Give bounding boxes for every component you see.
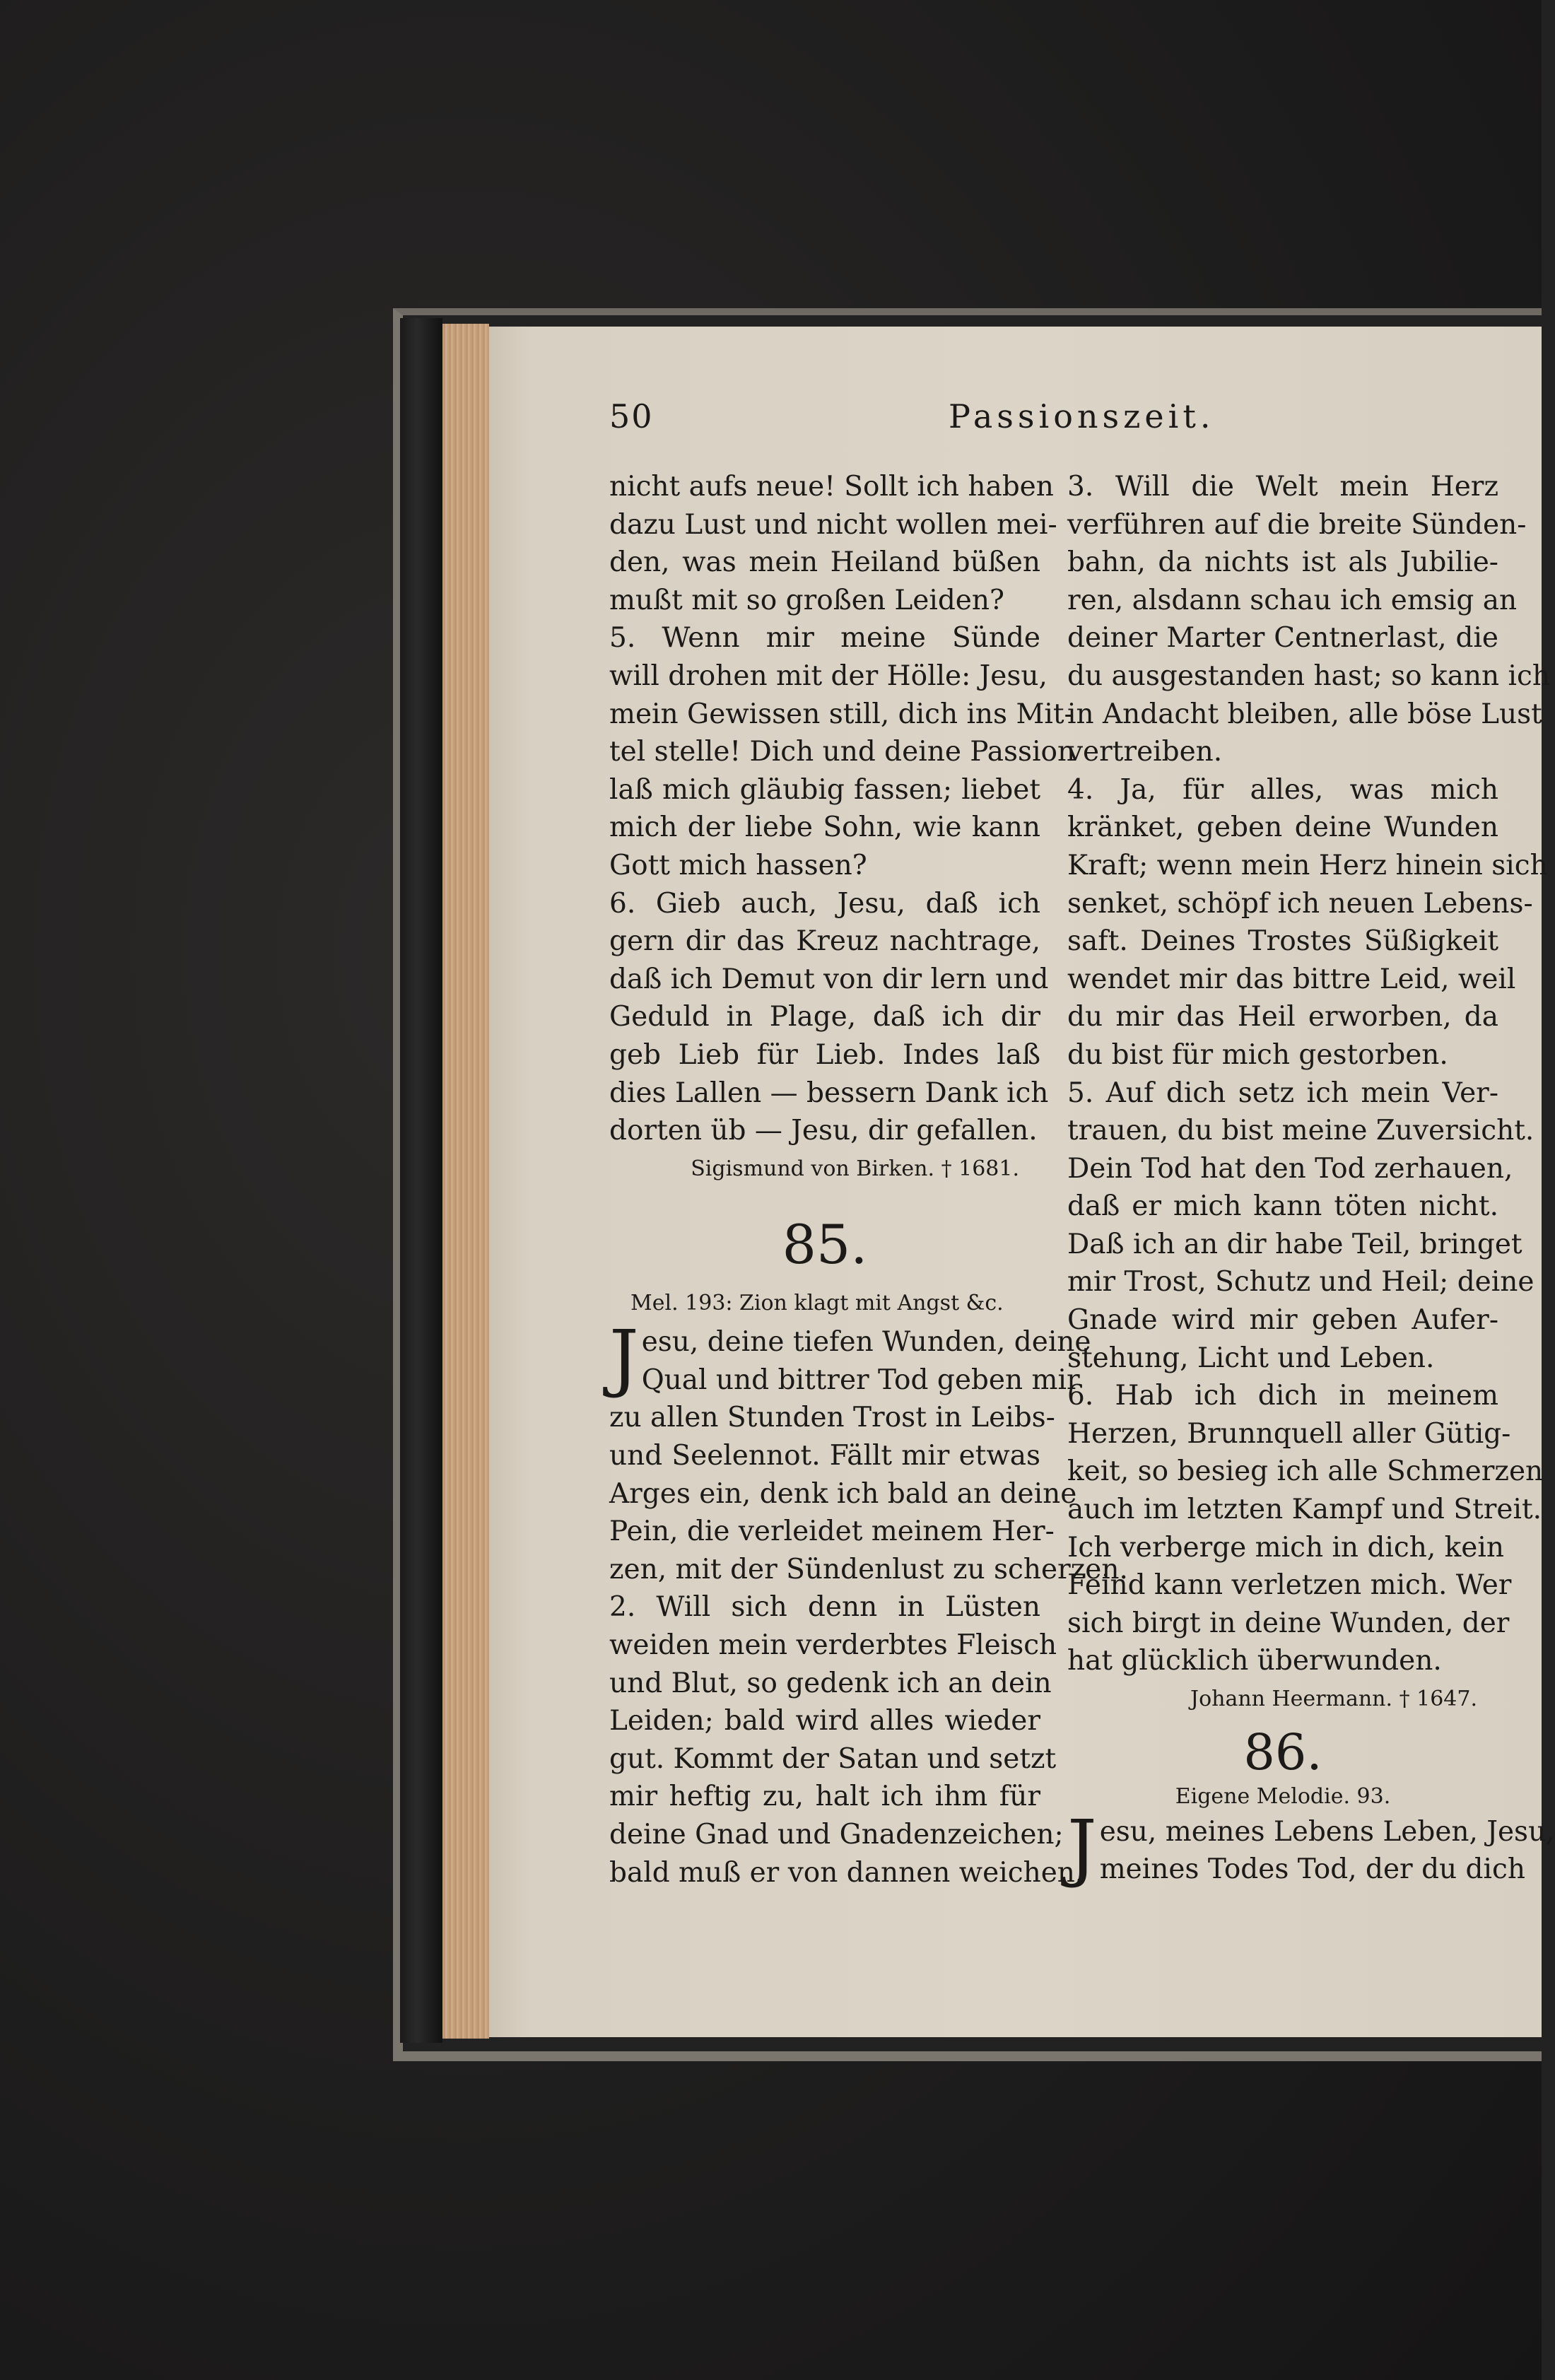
running-head: Passionszeit.: [949, 397, 1215, 435]
text-line: verführen auf die breite Sünden-: [1067, 508, 1527, 541]
text-line: daß er mich kann töten nicht.: [1067, 1190, 1498, 1223]
text-line: Gnade wird mir geben Aufer-: [1067, 1304, 1498, 1337]
text-line: trauen, du bist meine Zuversicht.: [1067, 1115, 1535, 1147]
text-line: den, was mein Heiland büßen: [609, 546, 1040, 579]
text-line: 4. Ja, für alles, was mich: [1067, 773, 1498, 806]
text-line: Kraft; wenn mein Herz hinein sich: [1067, 849, 1548, 881]
text-line: Ich verberge mich in dich, kein: [1067, 1531, 1504, 1564]
text-line: Dein Tod hat den Tod zerhauen,: [1067, 1152, 1513, 1185]
text-line: Geduld in Plage, daß ich dir: [609, 1001, 1040, 1033]
page-edges: [442, 324, 489, 2039]
text-line: stehung, Licht und Leben.: [1067, 1342, 1435, 1374]
text-line: wendet mir das bittre Leid, weil: [1067, 963, 1516, 995]
right-text-block-a: [1067, 468, 1550, 1680]
right-text-block-b: [1067, 1851, 1525, 1889]
text-line: will drohen mit der Hölle: Jesu,: [609, 660, 1048, 692]
text-line: Gott mich hassen?: [609, 849, 867, 881]
text-line: saft. Deines Trostes Süßigkeit: [1067, 925, 1498, 958]
text-line: laß mich gläubig fassen; liebet: [609, 773, 1040, 806]
page-header: [609, 397, 1542, 447]
text-line: 3. Will die Welt mein Herz: [1067, 471, 1498, 503]
text-line: in Andacht bleiben, alle böse Lust: [1067, 698, 1542, 730]
text-line: gern dir das Kreuz nachtrage,: [609, 925, 1040, 958]
left-text-block-b: [609, 1361, 1128, 1892]
text-line: Pein, die verleidet meinem Her-: [609, 1516, 1055, 1548]
text-line: Leiden; bald wird alles wieder: [609, 1705, 1040, 1737]
attribution-85-prev: Sigismund von Birken. † 1681.: [691, 1156, 1019, 1181]
text-line: 6. Hab ich dich in meinem: [1067, 1380, 1498, 1412]
left-column: [609, 468, 1128, 1892]
text-line: nicht aufs neue! Sollt ich haben: [609, 471, 1054, 503]
text-line: mich der liebe Sohn, wie kann: [609, 811, 1040, 844]
text-line: mußt mit so großen Leiden?: [609, 584, 1004, 616]
hymn-number-86: 86.: [1243, 1723, 1322, 1781]
book-spine: [400, 318, 442, 2043]
text-line: senket, schöpf ich neuen Lebens-: [1067, 887, 1533, 920]
text-line: mein Gewissen still, dich ins Mit-: [609, 698, 1074, 730]
text-line: 5. Auf dich setz ich mein Ver-: [1067, 1077, 1498, 1109]
text-line: Qual und bittrer Tod geben mir: [641, 1364, 1080, 1396]
text-line: esu, deine tiefen Wunden, deine: [641, 1326, 1091, 1359]
text-line: auch im letzten Kampf und Streit.: [1067, 1494, 1542, 1526]
text-line: bahn, da nichts ist als Jubilie-: [1067, 546, 1498, 579]
text-line: 6. Gieb auch, Jesu, daß ich: [609, 887, 1040, 920]
right-column: [1067, 468, 1555, 1890]
text-line: Daß ich an dir habe Teil, bringet: [1067, 1228, 1522, 1260]
text-line: du ausgestanden hast; so kann ich: [1067, 660, 1550, 692]
text-line: gut. Kommt der Satan und setzt: [609, 1742, 1057, 1775]
text-line: geb Lieb für Lieb. Indes laß: [609, 1038, 1040, 1071]
book-page: [489, 327, 1555, 2037]
hymn-number-85: 85.: [782, 1213, 868, 1277]
text-line: mir heftig zu, halt ich ihm für: [609, 1781, 1040, 1813]
text-line: tel stelle! Dich und deine Passion: [609, 736, 1076, 768]
text-line: sich birgt in deine Wunden, der: [1067, 1607, 1510, 1639]
attribution-86-prev: Johann Heermann. † 1647.: [1190, 1687, 1477, 1711]
text-line: ren, alsdann schau ich emsig an: [1067, 584, 1518, 616]
text-line: deine Gnad und Gnadenzeichen;: [609, 1819, 1064, 1851]
text-line: mir Trost, Schutz und Heil; deine: [1067, 1266, 1535, 1299]
text-line: und Blut, so gedenk ich an dein: [609, 1667, 1052, 1699]
dropcap-85: J: [609, 1314, 639, 1401]
text-line: esu, meines Lebens Leben, Jesu,: [1099, 1815, 1555, 1848]
text-line: bald muß er von dannen weichen.: [609, 1856, 1084, 1889]
melody-line-86: Eigene Melodie. 93.: [1175, 1783, 1391, 1809]
text-line: zu allen Stunden Trost in Leibs-: [609, 1402, 1055, 1434]
text-line: keit, so besieg ich alle Schmerzen: [1067, 1455, 1544, 1488]
text-line: Herzen, Brunnquell aller Gütig-: [1067, 1417, 1511, 1450]
text-line: hat glücklich überwunden.: [1067, 1645, 1442, 1677]
text-line: Feind kann verletzen mich. Wer: [1067, 1569, 1512, 1602]
text-line: vertreiben.: [1067, 736, 1223, 768]
text-line: du mir das Heil erworben, da: [1067, 1001, 1498, 1033]
left-text-block-a: [609, 468, 1076, 1150]
text-line: dazu Lust und nicht wollen mei-: [609, 508, 1057, 541]
text-line: meines Todes Tod, der du dich: [1099, 1853, 1525, 1886]
text-line: weiden mein verderbtes Fleisch: [609, 1629, 1057, 1662]
text-line: dorten üb — Jesu, dir gefallen.: [609, 1115, 1038, 1147]
melody-line-85: Mel. 193: Zion klagt mit Angst &c.: [630, 1291, 1004, 1316]
text-line: und Seelennot. Fällt mir etwas: [609, 1440, 1040, 1472]
text-line: kränket, geben deine Wunden: [1067, 811, 1498, 844]
text-line: 2. Will sich denn in Lüsten: [609, 1591, 1040, 1624]
dropcap-86: J: [1067, 1803, 1097, 1890]
text-line: du bist für mich gestorben.: [1067, 1038, 1448, 1071]
text-line: deiner Marter Centnerlast, die: [1067, 622, 1498, 655]
text-line: Arges ein, denk ich bald an deine: [609, 1477, 1077, 1510]
text-line: zen, mit der Sündenlust zu scherzen.: [609, 1553, 1128, 1585]
text-line: daß ich Demut von dir lern und: [609, 963, 1049, 995]
text-line: 5. Wenn mir meine Sünde: [609, 622, 1040, 655]
page-number: 50: [609, 397, 654, 435]
text-line: dies Lallen — bessern Dank ich: [609, 1077, 1049, 1109]
